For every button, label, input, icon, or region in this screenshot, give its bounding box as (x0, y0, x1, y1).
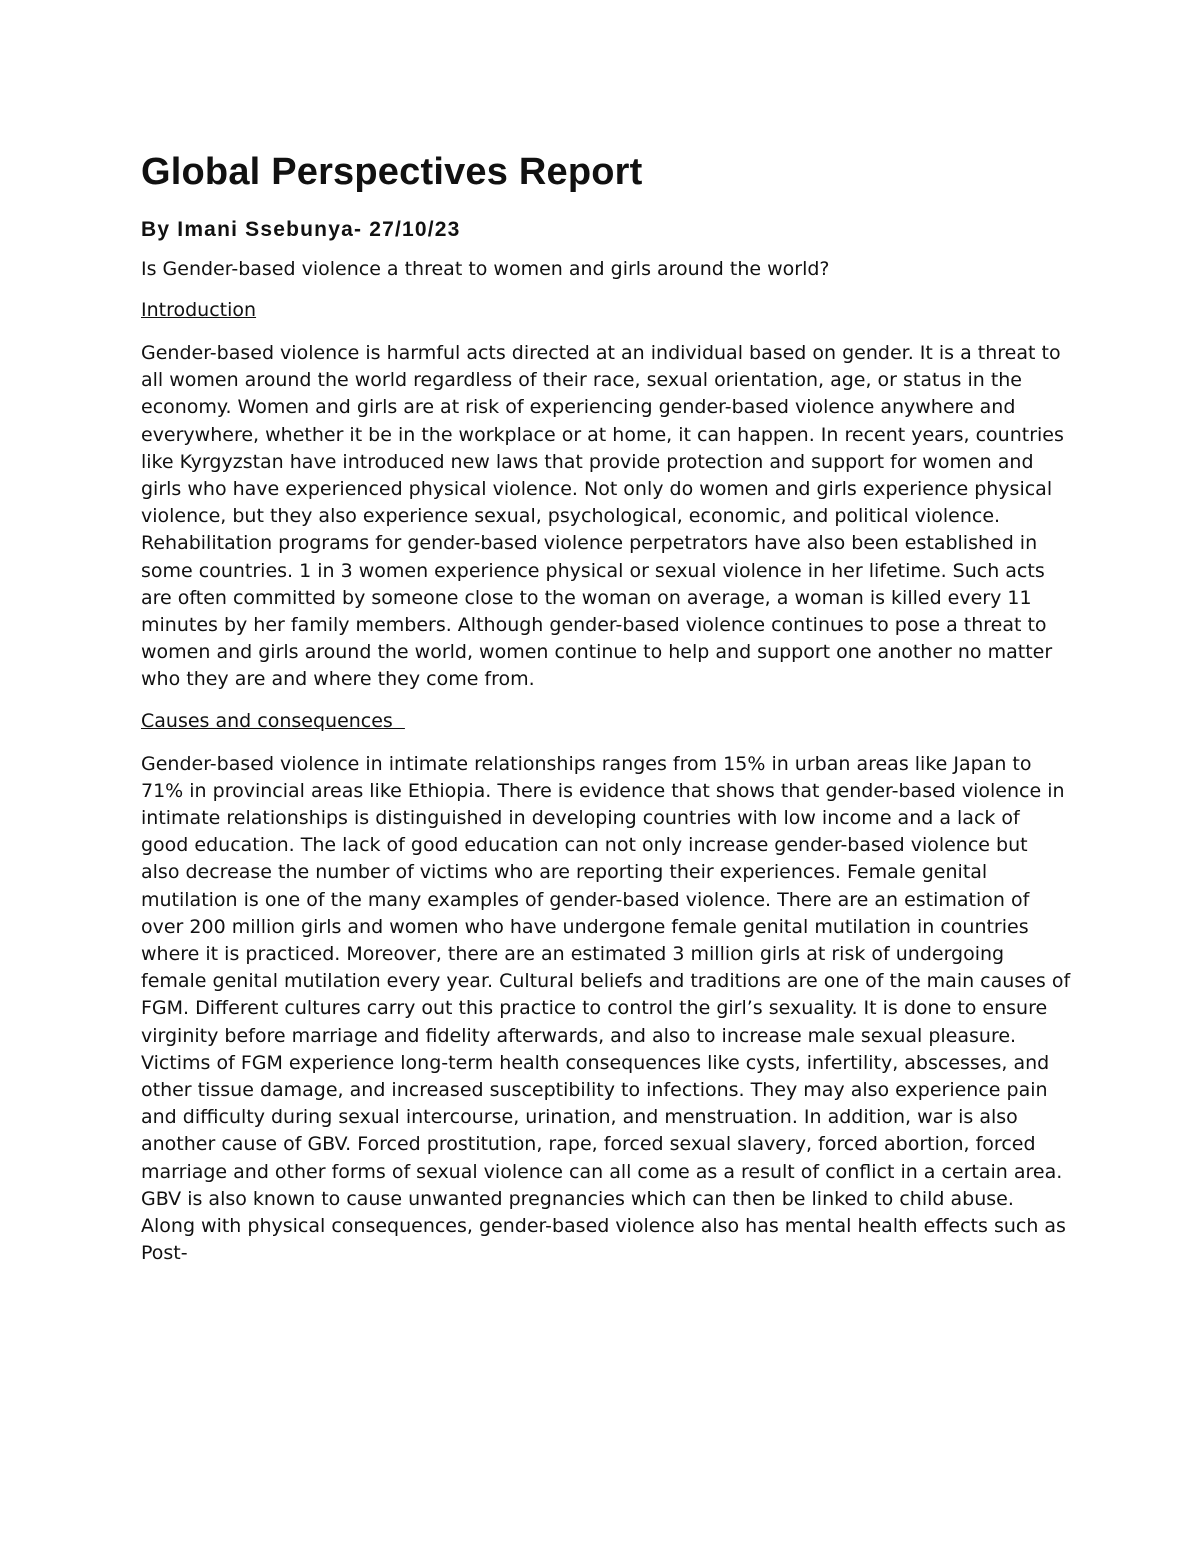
author-date-byline: By Imani Ssebunya- 27/10/23 (141, 218, 461, 241)
document-title: Global Perspectives Report (141, 151, 643, 193)
section-heading-causes-consequences: Causes and consequences (141, 709, 405, 732)
document-page (141, 148, 1071, 1282)
section-body-causes-consequences: Gender-based violence in intimate relationships ranges from 15% in urban areas like Japan to 71% in provincial areas like Ethiopia. There is evidence that shows that gender-based violence in intimate relationships is distinguished in developing countries with low income and a lack of good education. The lack of good education can not only increase gender-based violence but also decrease the number of victims who are reporting their experiences. Female genital mutilation is one of the many examples of gender-based violence. There are an estimation of over 200 million girls and women who have undergone female genital mutilation in countries where it is practiced. Moreover, there are an estimated 3 million girls at risk of undergoing female genital mutilation every year. Cultural beliefs and traditions are one of the main causes of FGM. Different cultures carry out this practice to control the girl’s sexuality. It is done to ensure virginity before marriage and fidelity afterwards, and also to increase male sexual pleasure. Victims of FGM experience long-term health consequences like cysts, infertility, abscesses, and other tissue damage, and increased susceptibility to infections. They may also experience pain and difficulty during sexual intercourse, urination, and menstruation. In addition, war is also another cause of GBV. Forced prostitution, rape, forced sexual slavery, forced abortion, forced marriage and other forms of sexual violence can all come as a result of conflict in a certain area. GBV is also known to cause unwanted pregnancies which can then be linked to child abuse. Along with physical consequences, gender-based violence also has mental health effects such as Post- (141, 752, 1071, 1265)
research-question: Is Gender-based violence a threat to women and girls around the world? (141, 258, 830, 280)
section-heading-introduction: Introduction (141, 299, 257, 321)
section-body-introduction: Gender-based violence is harmful acts directed at an individual based on gender. It is a threat to all women around the world regardless of their race, sexual orientation, age, or status in the economy. Women and girls are at risk of experiencing gender-based violence anywhere and everywhere, whether it be in the workplace or at home, it can happen. In recent years, countries like Kyrgyzstan have introduced new laws that provide protection and support for women and girls who have experienced physical violence. Not only do women and girls experience physical violence, but they also experience sexual, psychological, economic, and political violence. Rehabilitation programs for gender-based violence perpetrators have also been established in some countries. 1 in 3 women experience physical or sexual violence in her lifetime. Such acts are often committed by someone close to the woman on average, a woman is killed every 11 minutes by her family members. Although gender-based violence continues to pose a threat to women and girls around the world, women continue to help and support one another no matter who they are and where they come from. (141, 342, 1064, 691)
